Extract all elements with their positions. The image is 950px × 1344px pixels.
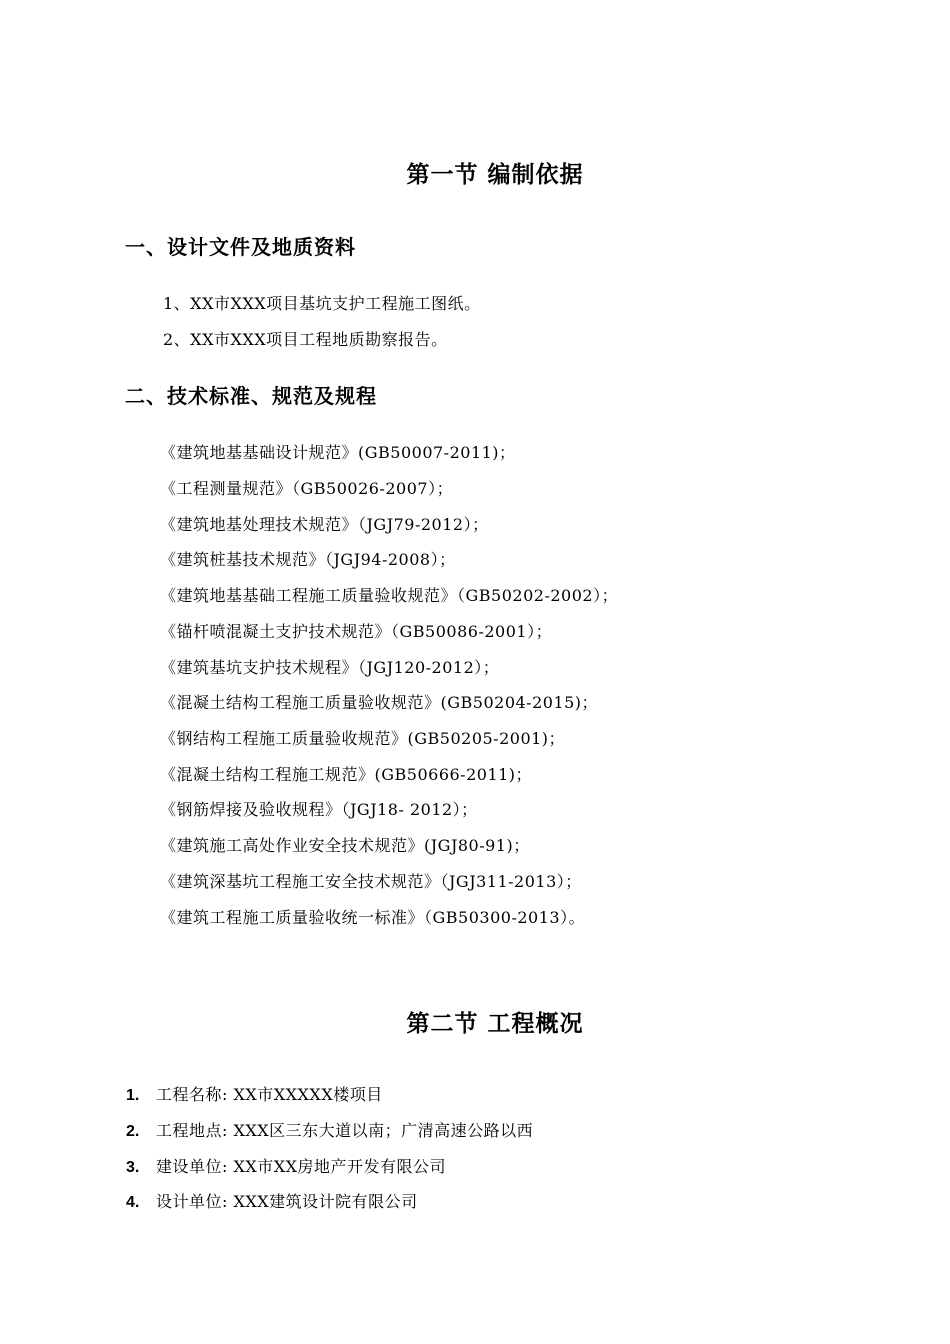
standard-item: 《钢筋焊接及验收规程》（JGJ18- 2012）； (160, 800, 478, 819)
heading-design-documents: 一、设计文件及地质资料 (125, 235, 356, 259)
standard-item: 《建筑地基基础设计规范》(GB50007-2011)； (160, 443, 516, 462)
standard-item: 《工程测量规范》（GB50026-2007）； (160, 479, 454, 498)
standard-item: 《建筑地基处理技术规范》（JGJ79-2012）； (160, 515, 489, 534)
standard-item: 《建筑施工高处作业安全技术规范》(JGJ80-91)； (160, 836, 530, 855)
standard-item: 《混凝土结构工程施工规范》(GB50666-2011)； (160, 765, 533, 784)
item-number: 2. (126, 1123, 140, 1140)
standard-item: 《建筑工程施工质量验收统一标准》（GB50300-2013）。 (160, 908, 586, 927)
standard-item: 《钢结构工程施工质量验收规范》(GB50205-2001)； (160, 729, 566, 748)
list-item: 1、XX市XXX项目基坑支护工程施工图纸。 (163, 294, 481, 313)
list-item: 2、XX市XXX项目工程地质勘察报告。 (163, 330, 448, 349)
overview-item (126, 1118, 533, 1141)
standard-item: 《建筑深基坑工程施工安全技术规范》（JGJ311-2013）； (160, 872, 582, 891)
item-text: 建设单位: XX市XX房地产开发有限公司 (156, 1157, 447, 1176)
item-text: 设计单位: XXX建筑设计院有限公司 (156, 1192, 418, 1211)
item-text: 工程名称: XX市XXXXX楼项目 (156, 1085, 383, 1104)
overview-item (126, 1082, 383, 1105)
item-number: 3. (126, 1159, 140, 1176)
standard-item: 《锚杆喷混凝土支护技术规范》（GB50086-2001）； (160, 622, 553, 641)
item-text: 工程地点: XXX区三东大道以南；广清高速公路以西 (156, 1121, 534, 1140)
section-title-basis: 第一节 编制依据 (406, 162, 584, 188)
standard-item: 《建筑地基基础工程施工质量验收规范》（GB50202-2002）； (160, 586, 619, 605)
overview-item (126, 1189, 418, 1212)
overview-item (126, 1154, 446, 1177)
section-title-overview: 第二节 工程概况 (406, 1011, 584, 1037)
standard-item: 《建筑桩基技术规范》（JGJ94-2008）； (160, 550, 456, 569)
item-number: 1. (126, 1087, 140, 1104)
item-number: 4. (126, 1194, 140, 1211)
heading-technical-standards: 二、技术标准、规范及规程 (125, 384, 377, 408)
standard-item: 《混凝土结构工程施工质量验收规范》(GB50204-2015)； (160, 693, 599, 712)
standard-item: 《建筑基坑支护技术规程》（JGJ120-2012）； (160, 658, 500, 677)
